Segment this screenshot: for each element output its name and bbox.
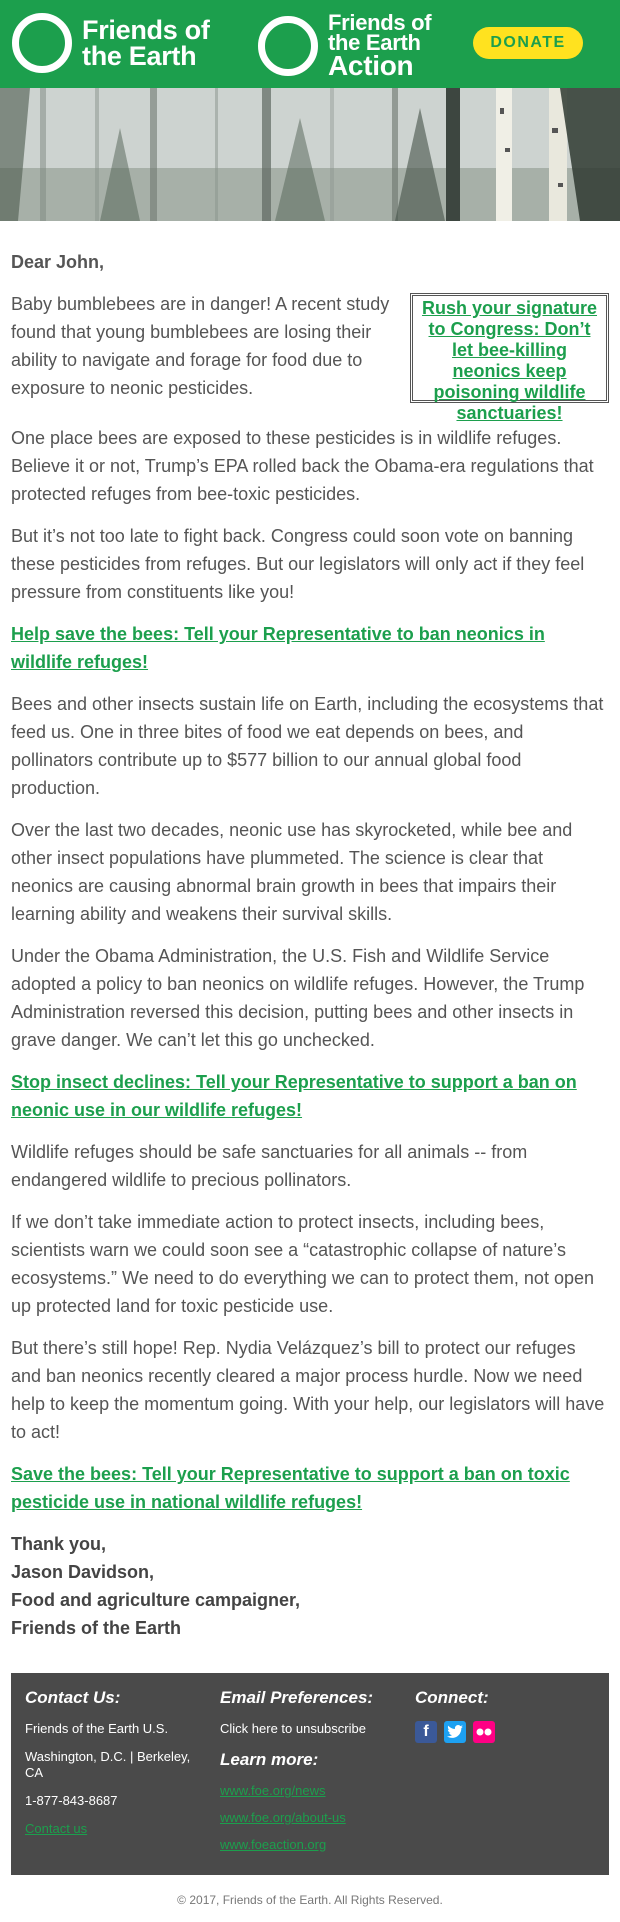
- action-link-3-wrap: [11, 1460, 609, 1516]
- paragraph-obama-admin: Under the Obama Administration, the U.S. Fish and Wildlife Service adopted a policy to ban neonics on wildlife refuges. However, the Trump Administration reversed this decision, putting bees and other insects in grave danger. We can’t let this go unchecked.: [11, 946, 585, 1050]
- email-header: [0, 0, 620, 88]
- forest-illustration: [0, 88, 620, 221]
- contact-us-link[interactable]: Contact us: [25, 1821, 88, 1836]
- action-link-1-wrap: [11, 620, 609, 676]
- donate-button[interactable]: DONATE: [473, 27, 583, 59]
- signature-line-3: Food and agriculture campaigner,: [11, 1590, 301, 1610]
- signature: [11, 1530, 609, 1642]
- action-link-1[interactable]: Help save the bees: Tell your Representative to ban neonics in wildlife refuges!: [11, 624, 545, 672]
- cta-box-link[interactable]: Rush your signature to Congress: Don’t let bee-killing neonics keep poisoning wildlife sanctuaries!: [421, 298, 598, 423]
- foe-logo[interactable]: [12, 13, 210, 73]
- copyright: © 2017, Friends of the Earth. All Rights Reserved.: [177, 1893, 443, 1907]
- signature-line-4: Friends of the Earth: [11, 1618, 182, 1638]
- email-body: [11, 248, 609, 1642]
- action-link-2-wrap: [11, 1068, 609, 1124]
- paragraph-insects-sustain: Bees and other insects sustain life on Earth, including the ecosystems that feed us. One in three bites of food we eat depends on bees, and pollinators contribute up to $577 billion to our annual global food production.: [11, 694, 604, 798]
- paragraph-immediate-action: If we don’t take immediate action to protect insects, including bees, scientists warn we could soon see a “catastrophic collapse of nature’s ecosystems.” We need to do everything we can to protect them, not open up protected land for toxic pesticide use.: [11, 1212, 594, 1316]
- foe-ring-icon: [12, 13, 72, 73]
- footer-contact: [25, 1687, 200, 1837]
- twitter-icon[interactable]: [444, 1721, 466, 1743]
- paragraph-neonic-use: Over the last two decades, neonic use has skyrocketed, while bee and other insect populations have plummeted. The science is clear that neonics are causing abnormal brain growth in bees that impairs their learning ability and weakens their survival skills.: [11, 820, 573, 924]
- foe-logo-line2: the Earth: [82, 41, 197, 71]
- foe-action-ring-icon: [258, 16, 318, 76]
- learn-link-action[interactable]: www.foeaction.org: [220, 1837, 327, 1852]
- action-link-2[interactable]: Stop insect declines: Tell your Representative to support a ban on neonic use in our wildlife refuges!: [11, 1072, 577, 1120]
- contact-location: Washington, D.C. | Berkeley, CA: [25, 1749, 191, 1780]
- unsubscribe-link[interactable]: Click here to unsubscribe: [220, 1721, 366, 1736]
- action-link-3[interactable]: Save the bees: Tell your Representative to support a ban on toxic pesticide use in national wildlife refuges!: [11, 1464, 570, 1512]
- foe-action-logo[interactable]: [258, 10, 432, 81]
- footer-preferences: [220, 1687, 395, 1853]
- foe-action-logo-line2: the Earth: [328, 30, 421, 55]
- flickr-icon[interactable]: [473, 1721, 495, 1743]
- intro-paragraph: Baby bumblebees are in danger! A recent study found that young bumblebees are losing their ability to navigate and forage for food due to exposure to neonic pesticides.: [11, 294, 390, 398]
- connect-heading: Connect:: [415, 1688, 489, 1707]
- paragraph-still-hope: But there’s still hope! Rep. Nydia Velázquez’s bill to protect our refuges and ban neonics recently cleared a major process hurdle. Now we need help to keep the momentum going. With your help, our legislators will have to act!: [11, 1338, 605, 1442]
- footer-connect: [415, 1687, 595, 1743]
- contact-heading: Contact Us:: [25, 1688, 121, 1707]
- intro-block: [11, 290, 609, 423]
- facebook-icon[interactable]: f: [415, 1721, 437, 1743]
- social-icons: [415, 1721, 595, 1743]
- learn-link-news[interactable]: www.foe.org/news: [220, 1783, 326, 1798]
- paragraph-safe-sanctuaries: Wildlife refuges should be safe sanctuaries for all animals -- from endangered wildlife to precious pollinators.: [11, 1142, 528, 1190]
- email-footer: [11, 1673, 609, 1875]
- paragraph-fight-back: But it’s not too late to fight back. Congress could soon vote on banning these pesticides from refuges. But our legislators will only act if they feel pressure from constituents like you!: [11, 526, 585, 602]
- foe-logo-line1: Friends of: [82, 15, 210, 45]
- learn-more-heading: Learn more:: [220, 1750, 319, 1769]
- learn-link-about[interactable]: www.foe.org/about-us: [220, 1810, 346, 1825]
- greeting: Dear John,: [11, 252, 105, 272]
- signature-line-2: Jason Davidson,: [11, 1562, 155, 1582]
- contact-phone: 1-877-843-8687: [25, 1793, 118, 1808]
- prefs-heading: Email Preferences:: [220, 1688, 374, 1707]
- paragraph-refuges: One place bees are exposed to these pesticides is in wildlife refuges. Believe it or not, Trump’s EPA rolled back the Obama-era regulations that protected refuges from bee-toxic pesticides.: [11, 428, 594, 504]
- foe-action-logo-line1: Friends of: [328, 10, 432, 35]
- signature-line-1: Thank you,: [11, 1534, 107, 1554]
- foe-action-logo-line3: Action: [328, 50, 414, 81]
- cta-box: [410, 293, 609, 423]
- hero-forest-image: [0, 88, 620, 221]
- contact-org: Friends of the Earth U.S.: [25, 1721, 169, 1736]
